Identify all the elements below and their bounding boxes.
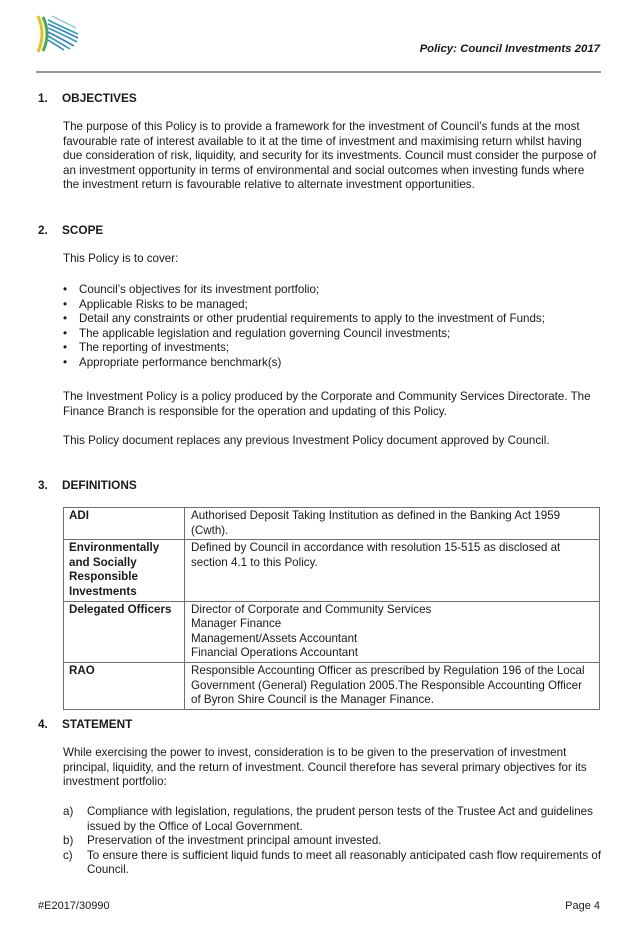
table-row	[64, 601, 600, 662]
definition-term: Delegated Officers	[64, 601, 185, 662]
section-number: 1.	[38, 91, 48, 105]
section-number: 4.	[38, 717, 48, 731]
definition-line: Authorised Deposit Taking Institution as defined in the Banking Act 1959 (Cwth).	[191, 509, 561, 537]
definition-line: Director of Corporate and Community Services	[191, 602, 432, 616]
scope-intro-text: This Policy is to cover:	[63, 252, 179, 265]
statement-paragraph	[63, 746, 588, 790]
list-item	[63, 805, 603, 834]
definition-term: RAO	[64, 662, 185, 709]
scope-intro	[63, 252, 603, 267]
definition-text	[185, 540, 600, 601]
council-logo-icon	[34, 12, 80, 56]
section-heading-objectives	[38, 91, 137, 106]
definition-text	[185, 601, 600, 662]
section-title: SCOPE	[62, 223, 104, 237]
scope-paragraph-1-text: The Investment Policy is a policy produced by the Corporate and Community Services Directorate. The Finance Branch is responsible for the operation and updating of this Policy.	[63, 390, 591, 418]
definition-line: Defined by Council in accordance with resolution 15-515 as disclosed at section 4.1 to this Policy.	[191, 541, 561, 569]
definitions-table	[63, 507, 600, 710]
list-item	[63, 849, 603, 878]
definition-line: Financial Operations Accountant	[191, 646, 358, 660]
section-number: 2.	[38, 223, 48, 237]
definition-line: Manager Finance	[191, 617, 282, 631]
definition-text	[185, 508, 600, 540]
list-item-text: Preservation of the investment principal amount invested.	[87, 834, 382, 848]
section-heading-definitions	[38, 478, 137, 493]
objectives-text: The purpose of this Policy is to provide a framework for the investment of Council’s funds at the most favourable rate of interest available to it at the time of investment and maximising return whilst having due consideration of risk, liquidity, and security for its investments. Council must consider the purpose of an investment opportunity in terms of environmental and social outcomes when investing funds where the investment return is favourable relative to alternate investment opportunities.	[63, 120, 597, 192]
statement-text: While exercising the power to invest, consideration is to be given to the preservation of investment principal, liquidity, and the return of investment. Council therefore has several primary objectives for its investment portfolio:	[63, 746, 587, 789]
scope-paragraph-2	[63, 434, 563, 449]
definition-text	[185, 662, 600, 709]
table-row	[64, 508, 600, 540]
scope-paragraph-1	[63, 390, 593, 419]
definition-line: Responsible Accounting Officer as prescribed by Regulation 196 of the Local Government (General) Regulation 2005.The Responsible Accounting Officer of Byron Shire Council is the Manager Finance.	[191, 663, 585, 707]
header-rule	[36, 71, 601, 73]
objectives-paragraph	[63, 120, 603, 193]
table-row	[64, 662, 600, 709]
header-title: Policy: Council Investments 2017	[419, 43, 600, 55]
list-marker: b)	[63, 834, 74, 848]
list-item: • Applicable Risks to be managed;	[63, 298, 608, 313]
list-item-text: To ensure there is sufficient liquid funds to meet all reasonably anticipated cash flow requirements of Council.	[87, 848, 602, 877]
footer-page-number: Page 4	[565, 900, 600, 912]
definition-term: Environmentally and Socially Responsible Investments	[64, 540, 185, 601]
statement-objectives-list	[63, 805, 603, 878]
definition-line: Management/Assets Accountant	[191, 631, 358, 645]
footer-document-reference: #E2017/30990	[38, 900, 110, 912]
section-heading-statement	[38, 717, 132, 732]
definition-term: ADI	[64, 508, 185, 540]
section-heading-scope	[38, 223, 103, 238]
section-number: 3.	[38, 478, 48, 492]
scope-bullet-list	[63, 283, 608, 371]
list-item: • The reporting of investments;	[63, 341, 608, 356]
list-item: • The applicable legislation and regulation governing Council investments;	[63, 327, 608, 342]
scope-paragraph-2-text: This Policy document replaces any previous Investment Policy document approved by Council.	[63, 434, 550, 447]
list-item: • Detail any constraints or other prudential requirements to apply to the investment of Funds;	[63, 312, 608, 327]
table-row	[64, 540, 600, 601]
list-item: • Council’s objectives for its investment portfolio;	[63, 283, 608, 298]
list-marker: c)	[63, 848, 73, 862]
list-marker: a)	[63, 805, 74, 818]
section-title: OBJECTIVES	[62, 91, 137, 105]
section-title: STATEMENT	[62, 717, 133, 731]
list-item-text: Compliance with legislation, regulations, the prudent person tests of the Trustee Act and guidelines issued by the Office of Local Government.	[87, 805, 593, 833]
section-title: DEFINITIONS	[62, 478, 137, 492]
list-item	[63, 834, 603, 849]
list-item: • Appropriate performance benchmark(s)	[63, 356, 608, 371]
